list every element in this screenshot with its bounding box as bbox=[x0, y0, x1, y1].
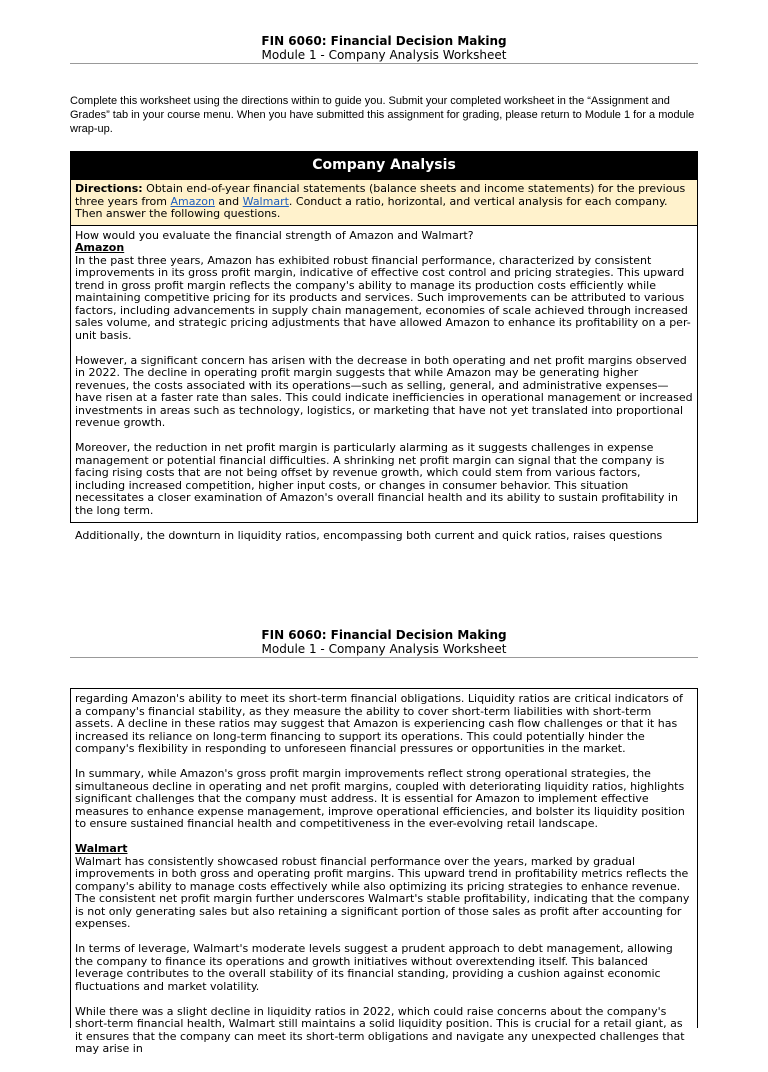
amazon-paragraph: In the past three years, Amazon has exhibited robust financial performance, characterized by consistent improvements in its gross profit margin, indicative of effective cost control and pricing strategies. This upward trend in gross profit margin reflects the company's ability to manage its production costs efficiently while maintaining competitive pricing for its products and services. Such improvements can be attributed to various factors, including advancements in supply chain management, economies of scale achieved through increased sales volume, and strategic pricing adjustments that have allowed Amazon to enhance its profitability on a per-unit basis. bbox=[75, 253, 691, 342]
walmart-heading: Walmart bbox=[75, 842, 128, 855]
page-2 bbox=[0, 600, 768, 1055]
section-title: Company Analysis bbox=[71, 152, 697, 179]
amazon-paragraph: Additionally, the downturn in liquidity ratios, encompassing both current and quick ratios, raises questions bbox=[75, 528, 663, 542]
intro-instructions: Complete this worksheet using the directions within to guide you. Submit your completed worksheet in the “Assignment and Grades” tab in your course menu. When you have submitted this assignment for grading, please return to Module 1 for a module wrap-up. bbox=[70, 95, 695, 135]
amazon-paragraph: regarding Amazon's ability to meet its short-term financial obligations. Liquidity ratios are critical indicators of a company's financial stability, as they measure the ability to cover short-term liabilities with short-term assets. A decline in these ratios may suggest that Amazon is experiencing cash flow challenges or that it has increased its reliance on long-term financing to support its operations. This could potentially hinder the company's flexibility in responding to unforeseen financial pressures or opportunities in the market. bbox=[75, 692, 683, 755]
directions-block bbox=[71, 179, 697, 226]
directions-text-1: Obtain end-of-year financial statements (balance sheets and income statements) for the previous three years from bbox=[75, 182, 686, 208]
amazon-paragraph: However, a significant concern has arisen with the decrease in both operating and net profit margins observed in 2022. The decline in operating profit margin suggests that while Amazon may be generating higher revenues, the costs associated with its operations—such as selling, general, and administrative expenses—have risen at a faster rate than sales. This could indicate inefficiencies in operational management or increased investments in areas such as technology, logistics, or marketing that have not yet translated into proportional revenue growth. bbox=[75, 353, 693, 429]
answer-area bbox=[71, 226, 697, 559]
module-subtitle: Module 1 - Company Analysis Worksheet bbox=[261, 642, 507, 656]
walmart-paragraph: Walmart has consistently showcased robust financial performance over the years, marked by gradual improvements in both gross and operating profit margins. This upward trend in profitability metrics reflects the company's ability to manage costs effectively while also optimizing its pricing strategies to enhance revenue. The consistent net profit margin further underscores Walmart's stable profitability, indicating that the company is not only generating sales but also retaining a significant portion of those sales as profit after accounting for expenses. bbox=[75, 854, 690, 930]
amazon-paragraph: Moreover, the reduction in net profit margin is particularly alarming as it suggests challenges in expense management or potential financial difficulties. A shrinking net profit margin can signal that the company is facing rising costs that are not being offset by revenue growth, which could stem from various factors, including increased competition, higher input costs, or changes in consumer behavior. This situation necessitates a closer examination of Amazon's overall financial health and its ability to sustain profitability in the long term. bbox=[75, 441, 678, 517]
amazon-heading: Amazon bbox=[75, 241, 125, 254]
question-text: How would you evaluate the financial strength of Amazon and Walmart? bbox=[75, 228, 474, 242]
company-analysis-box-continued bbox=[70, 688, 698, 1055]
page-header bbox=[70, 628, 698, 656]
directions-label: Directions: bbox=[75, 182, 143, 195]
walmart-paragraph: While there was a slight decline in liquidity ratios in 2022, which could raise concerns about the company's short-term financial health, Walmart still maintains a solid liquidity position. This is crucial for a retail giant, as it ensures that the company can meet its short-term obligations and navigate any unexpected challenges that may arise in bbox=[75, 1004, 685, 1055]
amazon-link[interactable]: Amazon bbox=[170, 194, 215, 208]
page-header bbox=[70, 34, 698, 62]
course-title: FIN 6060: Financial Decision Making bbox=[261, 34, 507, 48]
module-subtitle: Module 1 - Company Analysis Worksheet bbox=[261, 48, 507, 62]
directions-text-2: and bbox=[214, 194, 243, 208]
course-title: FIN 6060: Financial Decision Making bbox=[261, 628, 507, 642]
company-analysis-box bbox=[70, 151, 698, 542]
directions-text-3: . Conduct a ratio, horizontal, and vertical analysis for each company. Then answer the following questions. bbox=[75, 194, 668, 220]
answer-area-continued bbox=[71, 689, 697, 1072]
header-divider bbox=[70, 657, 698, 658]
walmart-link[interactable]: Walmart bbox=[242, 194, 289, 208]
amazon-paragraph: In summary, while Amazon's gross profit margin improvements reflect strong operational strategies, the simultaneous decline in operating and net profit margins, coupled with deteriorating liquidity ratios, highlights significant challenges that the company must address. It is essential for Amazon to implement effective measures to enhance expense management, improve operational efficiencies, and bolster its liquidity position to ensure sustained financial health and competitiveness in the ever-evolving retail landscape. bbox=[75, 767, 685, 830]
walmart-paragraph: In terms of leverage, Walmart's moderate levels suggest a prudent approach to debt management, allowing the company to finance its operations and growth initiatives without overextending itself. This balanced leverage contributes to the overall stability of its financial standing, providing a cushion against economic fluctuations and market volatility. bbox=[75, 942, 673, 993]
header-divider bbox=[70, 63, 698, 64]
